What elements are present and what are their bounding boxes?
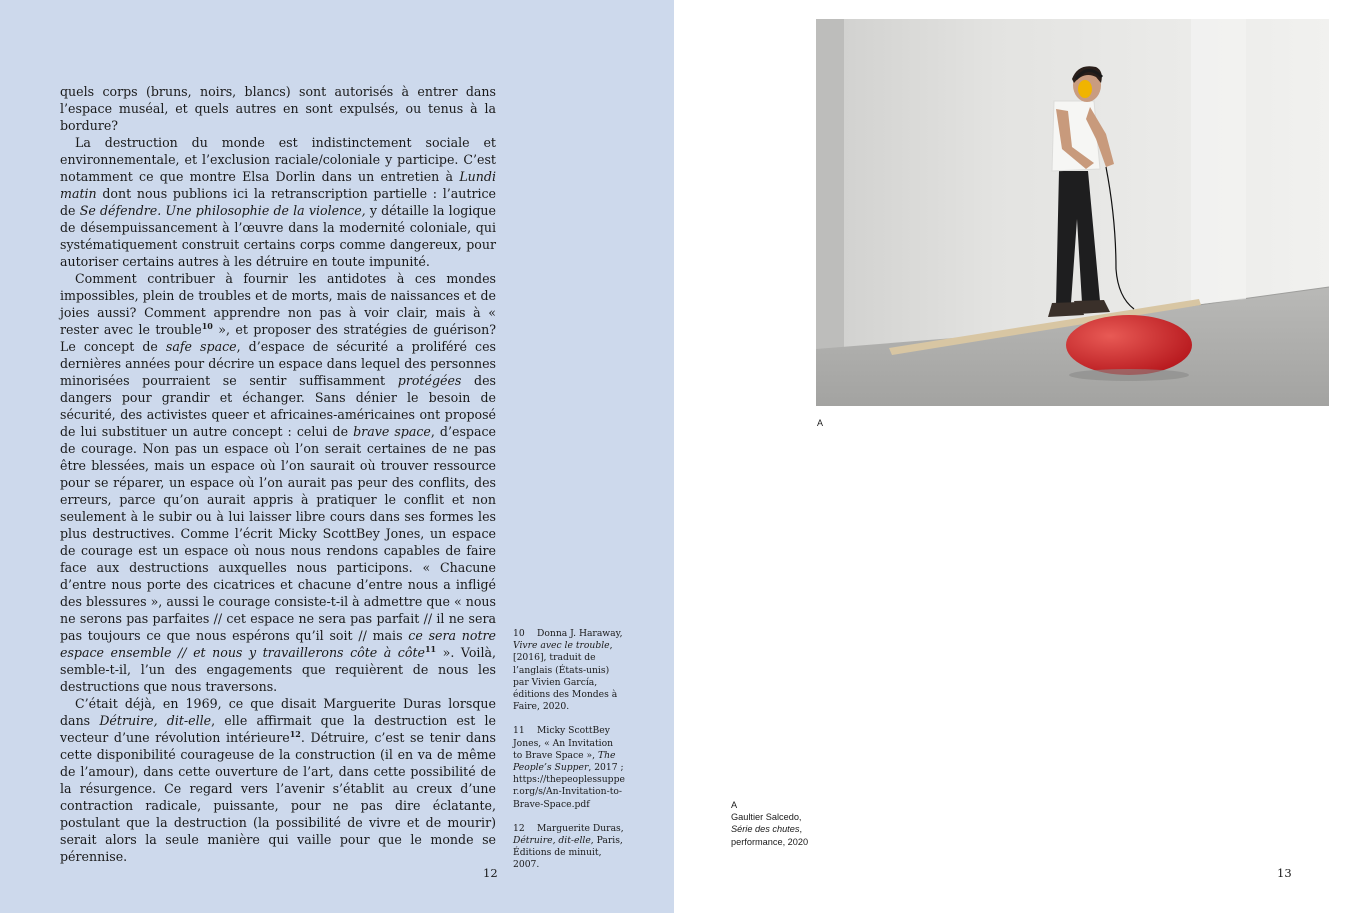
note-reference: 12 [289, 728, 301, 739]
figure-caption: A Gaultier Salcedo, Série des chutes, performance, 2020 [731, 800, 809, 847]
page-number-left: 12 [483, 866, 498, 880]
text-run: La destruction du monde est indistinctement sociale et environnementale, et l’exclusion raciale/coloniale y participe. C’est notamment ce que montre Elsa Dorlin dans un entretien à [60, 135, 496, 184]
text-run: The People’s Supper [513, 749, 616, 774]
body-text [60, 83, 496, 865]
text-run: Micky ScottBey Jones, « An Invitation to Brave Space », [513, 725, 614, 761]
text-run: Lundi matin [60, 169, 496, 201]
text-run: ce sera notre espace ensemble // et nous y travaillerons côte à côte [60, 628, 496, 660]
text-run: dont nous publions ici la retranscription partielle : l’autrice de [60, 186, 496, 218]
caption-letter: A [731, 800, 738, 810]
paragraph [60, 83, 496, 134]
footnotes [513, 628, 625, 884]
text-run: Marguerite Duras, [537, 822, 624, 834]
text-run: Vivre avec le trouble [513, 640, 610, 652]
note-reference: 10 [201, 320, 213, 331]
text-run: Détruire, dit-elle [513, 835, 591, 847]
text-run: , 2017 ; https://thepeoplessupper.org/s/An-Invitation-to-Brave-Space.pdf [513, 762, 625, 810]
footnote-number: 10 [513, 628, 525, 639]
text-run: Donna J. Haraway, [537, 628, 623, 639]
footnote [513, 823, 625, 872]
text-run: y détaille la logique de désempuissancement à l’œuvre dans la modernité coloniale, qui systématiquement construit certains corps comme dangereux, pour autoriser certains autres à les détruire en toute impunité. [60, 203, 496, 269]
text-run: C’était déjà, en 1969, ce que disait Marguerite Duras lorsque dans [60, 696, 496, 728]
paragraph [60, 695, 496, 865]
caption-title: Série des chutes [731, 824, 800, 835]
text-run: brave space [353, 424, 431, 439]
text-run: , d’espace de courage. Non pas un espace où l’on serait certaines de ne pas être blessées, mais un espace où l’on saurait où trouver ressource pour se réparer, un espace où l’on aurait pas peur des conflits, des erreurs, parce qu’on aurait appris à pratiquer le conflit et non seulement à le subir ou à lui laisser libre cours dans ses formes les plus destructives. Comme l’écrit Micky ScottBey Jones, un espace de courage est un espace où nous nous rendons capables de faire face aux destructions auxquelles nous participons. « Chacune d’entre nous porte des cicatrices et chacune d’entre nous a infligé des blessures », aussi le courage consiste-t-il à admettre que « nous ne serons pas parfaites // cet espace ne sera pas parfait // il ne sera pas toujours ce que nous espérons qu’il soit // mais [60, 424, 496, 643]
text-run: Se défendre. Une philosophie de la violence, [79, 203, 366, 218]
text-run: , [2016], traduit de l’anglais (États-unis) par Vivien García, éditions des Mondes à Faire, 2020. [513, 640, 618, 713]
text-run: , d’espace de sécurité a proliféré ces dernières années pour décrire un espace dans lequel des personnes minorisées pourraient se sentir suffisamment [60, 339, 496, 388]
headphones [1078, 80, 1092, 98]
text-run: protégées [397, 373, 462, 388]
text-run: », et proposer des stratégies de guérison? Le concept de [60, 322, 496, 354]
footnote-number: 11 [513, 725, 525, 737]
text-run: des dangers pour grandir et échanger. Sans dénier le besoin de sécurité, des activistes queer et africaines-américaines ont proposé de lui substituer un autre concept : celui de [60, 373, 496, 439]
red-ball [1066, 315, 1192, 375]
page-number-right: 13 [1277, 866, 1292, 880]
note-reference: 11 [424, 643, 437, 654]
footnote-number: 12 [513, 822, 525, 834]
text-run: safe space [165, 339, 237, 354]
text-run: . Détruire, c’est se tenir dans cette disponibilité courageuse de la construction (il en va de même de l’amour), dans cette ouverture de l’art, dans cette possibilité de la résurgence. Ce regard vers l’avenir s’établit au creux d’une contraction radicale, puissante, pour ne pas dire éclatante, postulant que la destruction (la possibilité de vivre et de mourir) serait alors la seule manière qui vaille pour que le monde se pérennise. [60, 730, 497, 864]
text-run: , Paris, Éditions de minuit, 2007. [513, 835, 623, 871]
text-run: ». Voilà, semble-t-il, l’un des engagements que requièrent de nous les destructions que nous traversons. [60, 645, 496, 694]
performance-photo [816, 19, 1329, 406]
footnote [513, 725, 625, 810]
caption-details: performance, 2020 [731, 836, 809, 847]
text-run: , elle affirmait que la destruction est le vecteur d’une révolution intérieure [60, 713, 496, 745]
text-run: Détruire, dit-elle [99, 713, 212, 728]
footnote [513, 628, 625, 713]
caption-artist: Gaultier Salcedo, [731, 812, 802, 823]
paragraph [60, 134, 496, 270]
figure-letter: A [817, 418, 824, 428]
paragraph [60, 270, 496, 695]
text-run: quels corps (bruns, noirs, blancs) sont autorisés à entrer dans l’espace muséal, et quels autres en sont expulsés, ou tenus à la bordure? [60, 84, 496, 133]
text-run: Comment contribuer à fournir les antidotes à ces mondes impossibles, plein de troubles et de morts, mais de naissances et de joies aussi? Comment apprendre non pas à voir clair, mais à « rester avec le trouble [60, 271, 496, 337]
